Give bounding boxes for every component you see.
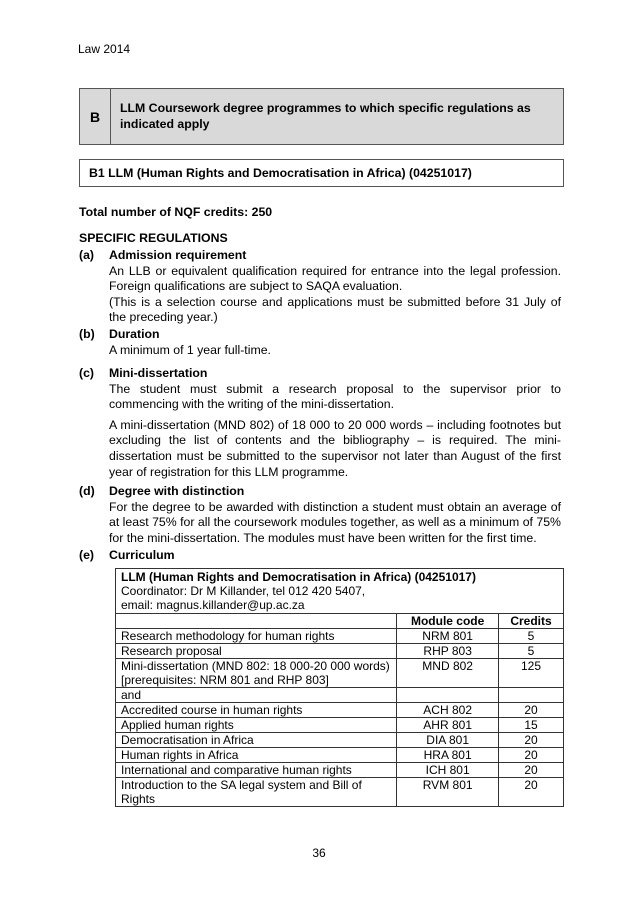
table-row bbox=[116, 733, 564, 748]
module-credits: 20 bbox=[499, 733, 564, 748]
table-row bbox=[116, 644, 564, 659]
regulation-text: The student must submit a research proposal to the supervisor prior to commencing with the writing of the mini-dissertation. bbox=[109, 381, 561, 412]
credits-line: Total number of NQF credits: 250 bbox=[79, 205, 273, 219]
module-name: and bbox=[116, 688, 397, 703]
regulation-text: (This is a selection course and applications must be submitted before 31 July of the preceding year.) bbox=[109, 294, 561, 325]
module-credits: 20 bbox=[499, 748, 564, 763]
regulation-text: A minimum of 1 year full-time. bbox=[109, 342, 271, 357]
module-credits: 20 bbox=[499, 703, 564, 718]
regulation-text: For the degree to be awarded with distinction a student must obtain an average of at least 75% for all the coursework modules together, as well as a minimum of 75% for the mini-dissertation. The modules must have been written for the first time. bbox=[109, 499, 561, 545]
regulation-label: (d) bbox=[79, 484, 95, 498]
table-row bbox=[116, 659, 564, 688]
regulation-text: An LLB or equivalent qualification required for entrance into the legal profession. Foreign qualifications are subject to SAQA evaluation. bbox=[109, 263, 561, 294]
table-row bbox=[116, 703, 564, 718]
module-name: Human rights in Africa bbox=[116, 748, 397, 763]
regulation-label: (e) bbox=[79, 548, 95, 562]
regulation-label: (c) bbox=[79, 366, 95, 380]
module-name: International and comparative human rights bbox=[116, 763, 397, 778]
regulation-heading: Degree with distinction bbox=[109, 484, 245, 498]
module-name: Research proposal bbox=[116, 644, 397, 659]
regulation-heading: Curriculum bbox=[109, 548, 175, 562]
table-row bbox=[116, 629, 564, 644]
module-code: ACH 802 bbox=[397, 703, 499, 718]
section-b-title: LLM Coursework degree programmes to which specific regulations as indicated apply bbox=[120, 101, 531, 131]
table-row bbox=[116, 748, 564, 763]
table-row bbox=[116, 778, 564, 807]
module-credits: 15 bbox=[499, 718, 564, 733]
module-credits: 5 bbox=[499, 644, 564, 659]
module-code: HRA 801 bbox=[397, 748, 499, 763]
module-name: Research methodology for human rights bbox=[116, 629, 397, 644]
module-name: Democratisation in Africa bbox=[116, 733, 397, 748]
table-cell bbox=[116, 614, 397, 629]
section-b-box bbox=[79, 88, 564, 145]
column-header: Module code bbox=[397, 614, 499, 629]
page-number: 36 bbox=[312, 846, 326, 860]
module-name: Mini-dissertation (MND 802: 18 000-20 000 words) bbox=[121, 659, 390, 673]
module-credits: 20 bbox=[499, 763, 564, 778]
section-letter: B bbox=[80, 89, 111, 144]
regulation-heading: Mini-dissertation bbox=[109, 366, 208, 380]
regulation-text: A mini-dissertation (MND 802) of 18 000 to 20 000 words – including footnotes but excluding the list of contents and the bibliography – is required. The mini-dissertation must be submitted to the supervisor not later than August of the first year of registration for this LLM programme. bbox=[109, 417, 561, 479]
specific-regulations-heading: SPECIFIC REGULATIONS bbox=[79, 231, 228, 245]
module-code bbox=[397, 688, 499, 703]
module-name-cell bbox=[116, 659, 397, 688]
curriculum-coordinator: Coordinator: Dr M Killander, tel 012 420 5407, bbox=[121, 584, 366, 598]
table-row bbox=[116, 688, 564, 703]
module-credits: 5 bbox=[499, 629, 564, 644]
module-name: Applied human rights bbox=[116, 718, 397, 733]
regulation-label: (b) bbox=[79, 327, 95, 341]
module-prerequisites: [prerequisites: NRM 801 and RHP 803] bbox=[121, 673, 329, 687]
module-name: Introduction to the SA legal system and Bill of Rights bbox=[116, 778, 397, 807]
module-code: RVM 801 bbox=[397, 778, 499, 807]
module-code: RHP 803 bbox=[397, 644, 499, 659]
module-credits bbox=[499, 688, 564, 703]
programme-title: B1 LLM (Human Rights and Democratisation in Africa) (04251017) bbox=[79, 159, 564, 187]
regulation-heading: Admission requirement bbox=[109, 248, 247, 262]
module-code: MND 802 bbox=[397, 659, 499, 688]
module-code: AHR 801 bbox=[397, 718, 499, 733]
curriculum-table bbox=[115, 568, 564, 807]
module-code: NRM 801 bbox=[397, 629, 499, 644]
module-code: ICH 801 bbox=[397, 763, 499, 778]
running-header: Law 2014 bbox=[78, 42, 131, 56]
module-name: Accredited course in human rights bbox=[116, 703, 397, 718]
column-header: Credits bbox=[499, 614, 564, 629]
curriculum-header-cell bbox=[116, 569, 564, 614]
table-header-row bbox=[116, 614, 564, 629]
regulation-label: (a) bbox=[79, 248, 95, 262]
module-code: DIA 801 bbox=[397, 733, 499, 748]
module-credits: 20 bbox=[499, 778, 564, 807]
table-row bbox=[116, 763, 564, 778]
curriculum-title: LLM (Human Rights and Democratisation in Africa) (04251017) bbox=[121, 570, 476, 584]
module-credits: 125 bbox=[499, 659, 564, 688]
regulation-heading: Duration bbox=[109, 327, 160, 341]
table-row bbox=[116, 718, 564, 733]
curriculum-email: email: magnus.killander@up.ac.za bbox=[121, 598, 305, 612]
